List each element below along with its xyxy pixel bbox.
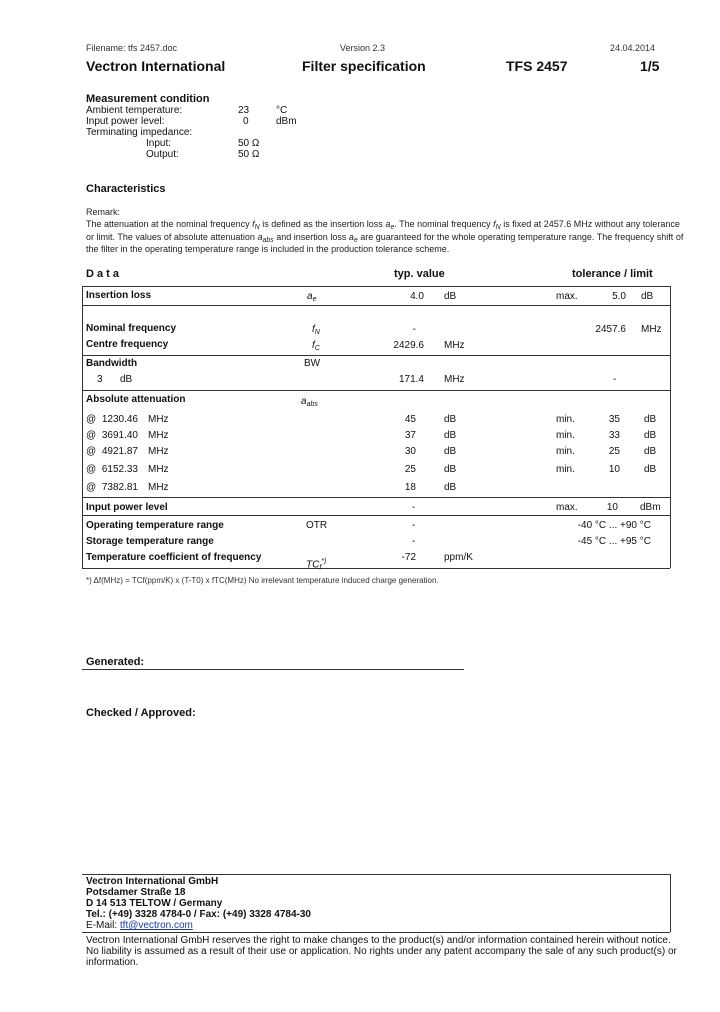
operating-temp-typ: - xyxy=(412,520,416,531)
attenuation-frequency-unit: MHz xyxy=(148,430,169,441)
rule-left xyxy=(82,286,83,568)
nominal-frequency-symbol: $f_N$ xyxy=(312,324,320,336)
impedance-output-label: Output: xyxy=(146,149,179,160)
disclaimer-line-3: information. xyxy=(86,957,139,968)
attenuation-frequency-unit: MHz xyxy=(148,464,169,475)
tcf-label: Temperature coefficient of frequency xyxy=(86,552,262,563)
footer-street: Potsdamer Straße 18 xyxy=(86,887,186,898)
attenuation-typ-unit: dB xyxy=(444,414,457,425)
footer-company: Vectron International GmbH xyxy=(86,876,219,887)
input-power-typ: - xyxy=(412,502,416,513)
insertion-loss-label: Insertion loss xyxy=(86,290,152,301)
absolute-attenuation-label: Absolute attenuation xyxy=(86,394,186,405)
rule-right xyxy=(670,286,671,568)
page-number: 1/5 xyxy=(640,58,660,74)
version: Version 2.3 xyxy=(340,43,386,53)
attenuation-tol-kind: min. xyxy=(556,414,575,425)
ambient-unit: °C xyxy=(276,105,288,116)
bandwidth-symbol: BW xyxy=(304,358,321,369)
footer-rule-top xyxy=(82,874,670,875)
attenuation-tol: 35 xyxy=(608,414,620,425)
attenuation-tol-kind: min. xyxy=(556,430,575,441)
remark-line-1: The attenuation at the nominal frequency $f_N$ is defined as the insertion loss $a_e$. The nominal frequency $f_N$ is fixed at 2457.6 MHz without any tolerance xyxy=(86,219,680,231)
attenuation-frequency: 7382.81 xyxy=(101,482,138,493)
insertion-loss-symbol: $a_e$ xyxy=(307,291,317,303)
disclaimer-line-1: Vectron International GmbH reserves the right to make changes to the product(s) and/or information contained herein without notice. xyxy=(86,935,671,946)
power-value: 0 xyxy=(243,116,249,127)
bandwidth-typ-unit: MHz xyxy=(444,374,465,385)
operating-temp-tol: -40 °C ... +90 °C xyxy=(577,520,651,531)
tcf-symbol: $TC_f^{*)}$ xyxy=(306,558,327,572)
attenuation-typ: 25 xyxy=(404,464,416,475)
attenuation-tol-unit: dB xyxy=(644,430,657,441)
footer-rule-bottom xyxy=(82,932,670,933)
at-sign: @ xyxy=(86,464,97,475)
bandwidth-typ: 171.4 xyxy=(398,374,424,385)
measurement-title: Measurement condition xyxy=(86,93,210,105)
rule-header xyxy=(82,286,670,287)
storage-temp-label: Storage temperature range xyxy=(86,536,214,547)
tcf-typ: -72 xyxy=(401,552,416,563)
tcf-unit: ppm/K xyxy=(444,552,473,563)
remark-line-3: the filter in the operating temperature range is included in the production tolerance scheme. xyxy=(86,244,450,254)
input-power-label: Input power level xyxy=(86,502,168,513)
bandwidth-level: 3 xyxy=(97,374,103,385)
footer-email-row xyxy=(86,920,193,932)
ambient-label: Ambient temperature: xyxy=(86,105,183,116)
rule-table-bottom xyxy=(82,568,670,569)
power-unit: dBm xyxy=(276,116,297,127)
ambient-value: 23 xyxy=(238,105,250,116)
rule-centre xyxy=(82,355,670,356)
footer-email-label: E-Mail: xyxy=(86,920,118,931)
attenuation-tol-unit: dB xyxy=(644,414,657,425)
rule-insertion xyxy=(82,305,670,306)
storage-temp-tol: -45 °C ... +95 °C xyxy=(577,536,651,547)
rule-input-power xyxy=(82,515,670,516)
attenuation-typ-unit: dB xyxy=(444,430,457,441)
centre-frequency-typ: 2429.6 xyxy=(393,340,424,351)
nominal-frequency-typ: - xyxy=(412,324,416,335)
insertion-loss-typ: 4.0 xyxy=(410,291,424,302)
insertion-loss-tol-unit: dB xyxy=(641,291,654,302)
attenuation-tol-kind: min. xyxy=(556,464,575,475)
storage-temp-typ: - xyxy=(412,536,416,547)
part-number: TFS 2457 xyxy=(506,58,568,74)
attenuation-frequency: 3691.40 xyxy=(101,430,138,441)
footer-email-link[interactable]: tft@vectron.com xyxy=(119,920,193,931)
at-sign: @ xyxy=(86,446,97,457)
footer-city: D 14 513 TELTOW / Germany xyxy=(86,898,223,909)
attenuation-tol: 25 xyxy=(608,446,620,457)
insertion-loss-typ-unit: dB xyxy=(444,291,457,302)
attenuation-tol: 10 xyxy=(608,464,620,475)
doc-date: 24.04.2014 xyxy=(610,43,656,53)
tcf-footnote: *) Δf(MHz) = TCf(ppm/K) x (T-T0) x fTC(MHz) No irrelevant temperature induced charge generation. xyxy=(86,576,439,585)
nominal-frequency-tol: 2457.6 xyxy=(595,324,626,335)
filename: Filename: tfs 2457.doc xyxy=(86,43,178,53)
at-sign: @ xyxy=(86,414,97,425)
attenuation-typ: 37 xyxy=(404,430,416,441)
bandwidth-tol: - xyxy=(613,374,617,385)
centre-frequency-unit: MHz xyxy=(444,340,465,351)
attenuation-tol-unit: dB xyxy=(644,464,657,475)
rule-bandwidth xyxy=(82,390,670,391)
document-title: Filter specification xyxy=(302,58,426,74)
attenuation-typ-unit: dB xyxy=(444,464,457,475)
attenuation-typ: 30 xyxy=(404,446,416,457)
remark-line-2: or limit. The values of absolute attenuation $a_{abs}$ and insertion loss $a_e$ are guaranteed for the whole operating temperature range. The frequency shift of xyxy=(86,232,684,244)
attenuation-tol-kind: min. xyxy=(556,446,575,457)
nominal-frequency-tol-unit: MHz xyxy=(641,324,662,335)
attenuation-frequency: 1230.46 xyxy=(101,414,138,425)
attenuation-typ: 18 xyxy=(404,482,416,493)
generated-label: Generated: xyxy=(86,656,145,668)
absolute-attenuation-symbol: $a_{abs}$ xyxy=(301,396,318,408)
centre-frequency-symbol: $f_C$ xyxy=(312,340,320,352)
footer-tel-fax: Tel.: (+49) 3328 4784-0 / Fax: (+49) 3328 4784-30 xyxy=(86,909,311,920)
generated-line xyxy=(82,669,464,670)
input-power-tol: 10 xyxy=(606,502,618,513)
input-power-tol-unit: dBm xyxy=(640,502,661,513)
characteristics-title: Characteristics xyxy=(86,183,166,195)
col-tolerance: tolerance / limit xyxy=(572,268,653,280)
checked-approved-label: Checked / Approved: xyxy=(86,707,196,719)
attenuation-frequency: 4921.87 xyxy=(101,446,138,457)
insertion-loss-tol: 5.0 xyxy=(612,291,626,302)
nominal-frequency-label: Nominal frequency xyxy=(86,323,177,334)
power-label: Input power level: xyxy=(86,116,165,127)
impedance-label: Terminating impedance: xyxy=(86,127,193,138)
attenuation-typ: 45 xyxy=(404,414,416,425)
col-data: D a t a xyxy=(86,268,120,280)
disclaimer-line-2: No liability is assumed as a result of their use or application. No rights under any patent accompany the sale of any such product(s) or xyxy=(86,946,677,957)
remark-label: Remark: xyxy=(86,207,121,217)
attenuation-tol: 33 xyxy=(608,430,620,441)
impedance-input-value: 50 Ω xyxy=(238,138,260,149)
attenuation-frequency-unit: MHz xyxy=(148,482,169,493)
bandwidth-label: Bandwidth xyxy=(86,358,138,369)
centre-frequency-label: Centre frequency xyxy=(86,339,169,350)
company-name: Vectron International xyxy=(86,58,226,74)
attenuation-tol-unit: dB xyxy=(644,446,657,457)
attenuation-frequency-unit: MHz xyxy=(148,446,169,457)
at-sign: @ xyxy=(86,482,97,493)
impedance-output-value: 50 Ω xyxy=(238,149,260,160)
operating-temp-symbol: OTR xyxy=(306,520,328,531)
rule-absolute xyxy=(82,497,670,498)
attenuation-frequency: 6152.33 xyxy=(101,464,138,475)
attenuation-frequency-unit: MHz xyxy=(148,414,169,425)
input-power-tol-kind: max. xyxy=(556,502,578,513)
impedance-input-label: Input: xyxy=(146,138,172,149)
footer-rule-right xyxy=(670,874,671,932)
operating-temp-label: Operating temperature range xyxy=(86,520,224,531)
bandwidth-level-unit: dB xyxy=(120,374,133,385)
at-sign: @ xyxy=(86,430,97,441)
attenuation-typ-unit: dB xyxy=(444,482,457,493)
col-typ-value: typ. value xyxy=(394,268,445,280)
insertion-loss-tol-kind: max. xyxy=(556,291,578,302)
attenuation-typ-unit: dB xyxy=(444,446,457,457)
